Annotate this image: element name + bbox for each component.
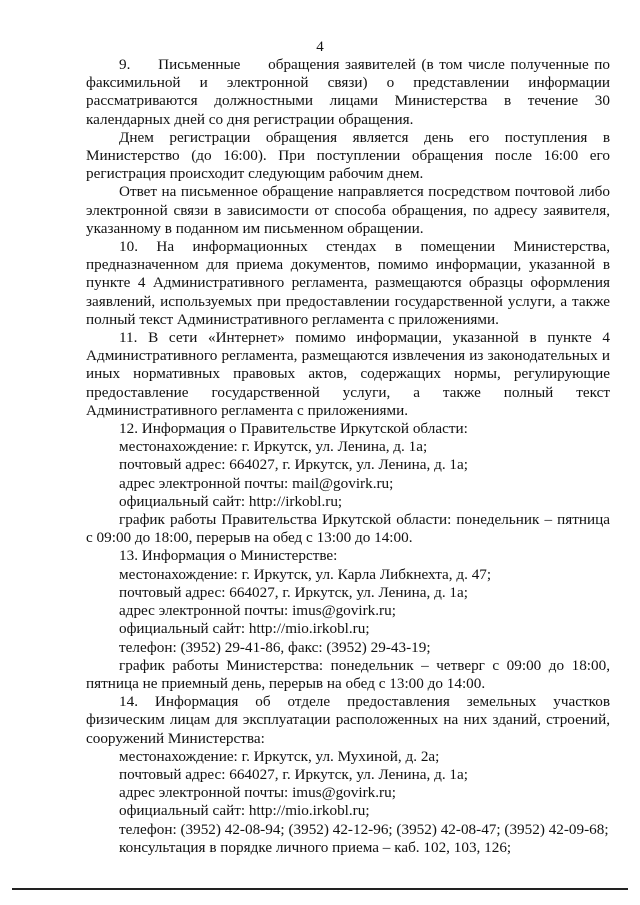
government-email: адрес электронной почты: mail@govirk.ru;	[119, 474, 394, 492]
ministry-postal-address: почтовый адрес: 664027, г. Иркутск, ул. Ленина, д. 1а;	[119, 583, 468, 601]
paragraph-13-heading: 13. Информация о Министерстве:	[119, 547, 338, 565]
department-postal-address: почтовый адрес: 664027, г. Иркутск, ул. Ленина, д. 1а;	[119, 765, 468, 783]
government-location: местонахождение: г. Иркутск, ул. Ленина, д. 1а;	[119, 438, 428, 456]
paragraph-reply: Ответ на письменное обращение направляется посредством почтовой либо электронной связи в зависимости от способа обращения, по адресу заявителя, указанному в поданном им письменном обращении.	[86, 183, 610, 237]
page-number: 4	[316, 39, 324, 55]
paragraph-9: 9. Письменные обращения заявителей (в том числе полученные по факсимильной и электронной связи) о представлении информации рассматриваются должностными лицами Министерства в течение 30 календарных дней со дня регистрации обращения.	[86, 56, 610, 128]
department-website: официальный сайт: http://mio.irkobl.ru;	[119, 802, 370, 820]
department-location: местонахождение: г. Иркутск, ул. Мухиной, д. 2а;	[119, 747, 440, 765]
paragraph-11: 11. В сети «Интернет» помимо информации, указанной в пункте 4 Административного регламента, размещаются извлечения из законодательных и иных нормативных правовых актов, содержащих нормы, регулирующие предоставление государственной услуги, а также полный текст Административного регламента с приложениями.	[86, 329, 610, 419]
document-body	[86, 56, 610, 857]
paragraph-registration-day: Днем регистрации обращения является день его поступления в Министерство (до 16:00). При поступлении обращения после 16:00 его регистрация происходит следующим рабочим днем.	[86, 128, 610, 183]
ministry-email: адрес электронной почты: imus@govirk.ru;	[119, 602, 396, 620]
ministry-website: официальный сайт: http://mio.irkobl.ru;	[119, 620, 370, 638]
department-phones: телефон: (3952) 42-08-94; (3952) 42-12-96; (3952) 42-08-47; (3952) 42-09-68;	[119, 820, 609, 838]
government-website: официальный сайт: http://irkobl.ru;	[119, 492, 343, 510]
ministry-schedule: график работы Министерства: понедельник – четверг с 09:00 до 18:00, пятница не приемный день, перерыв на обед с 13:00 до 14:00.	[86, 656, 610, 692]
paragraph-12-heading: 12. Информация о Правительстве Иркутской области:	[119, 420, 468, 438]
paragraph-10: 10. На информационных стендах в помещении Министерства, предназначенном для приема документов, помимо информации, указанной в пункте 4 Административного регламента, размещаются образцы оформления заявлений, используемых при предоставлении государственной услуги, а также полный текст Административного регламента с приложениями.	[86, 238, 610, 328]
government-schedule: график работы Правительства Иркутской области: понедельник – пятница с 09:00 до 18:00, перерыв на обед с 13:00 до 14:00.	[86, 511, 610, 547]
ministry-phone: телефон: (3952) 29-41-86, факс: (3952) 29-43-19;	[119, 638, 431, 656]
ministry-location: местонахождение: г. Иркутск, ул. Карла Либкнехта, д. 47;	[119, 565, 492, 583]
government-postal-address: почтовый адрес: 664027, г. Иркутск, ул. Ленина, д. 1а;	[119, 456, 468, 474]
paragraph-14-heading: 14. Информация об отделе предоставления земельных участков физическим лицам для эксплуатации расположенных на них зданий, строений, сооружений Министерства:	[86, 693, 610, 747]
department-consultation: консультация в порядке личного приема – каб. 102, 103, 126;	[119, 838, 512, 856]
bottom-border-line	[12, 888, 628, 890]
department-email: адрес электронной почты: imus@govirk.ru;	[119, 784, 396, 802]
